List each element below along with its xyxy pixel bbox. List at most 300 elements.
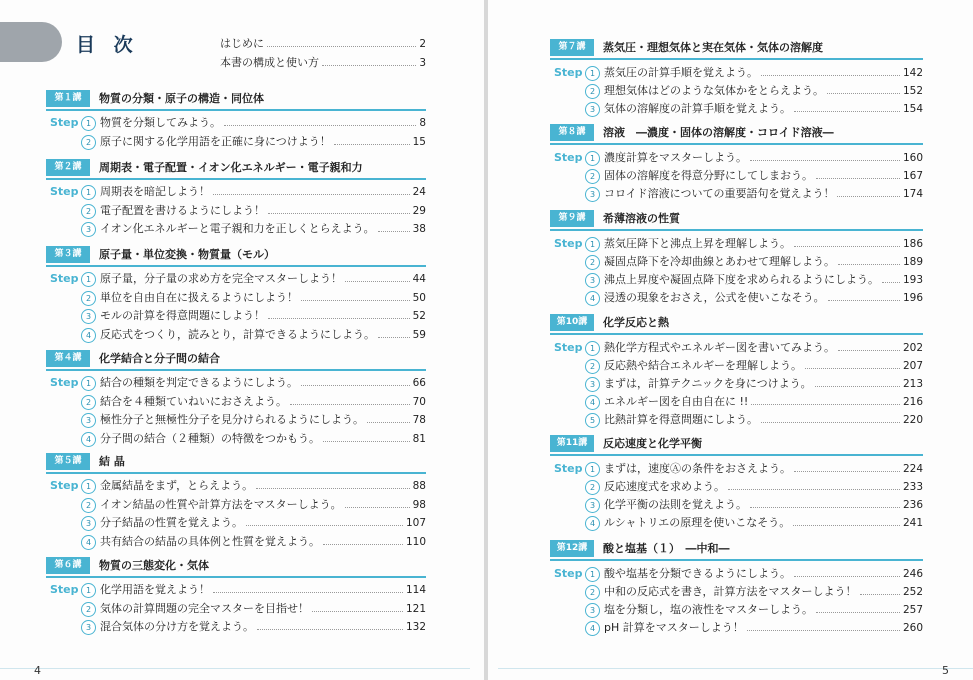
step-row[interactable] [554, 620, 923, 638]
step-label: Step [50, 376, 79, 389]
entry-text: ルシャトリエの原理を使いこなそう。 [604, 516, 791, 529]
toc-entry[interactable] [604, 497, 923, 513]
dot-leader [345, 507, 410, 508]
lesson-header [46, 244, 426, 267]
step-number-circle: 1 [81, 272, 96, 287]
lesson-badge: 第４講 [46, 350, 90, 367]
dot-leader [378, 231, 410, 232]
entry-page-number: 8 [419, 117, 426, 129]
step-label: Step [554, 237, 583, 250]
step-label: Step [50, 479, 79, 492]
entry-text: 蒸気圧の計算手順を覚えよう。 [604, 66, 758, 79]
entry-text: 反応熱や結合エネルギーを理解しよう。 [604, 359, 802, 372]
entry-page-number: 15 [412, 135, 426, 148]
step-number-circle: 3 [585, 377, 600, 392]
dot-leader [268, 213, 410, 214]
entry-text: はじめに [220, 37, 264, 50]
entry-page-number: 70 [412, 395, 426, 408]
step-row[interactable] [554, 461, 923, 479]
entry-page-number: 196 [902, 292, 923, 304]
dot-leader [750, 507, 900, 508]
dot-leader [837, 196, 900, 197]
step-row[interactable] [50, 515, 426, 533]
entry-page-number: 186 [902, 238, 923, 250]
lesson-underline [46, 109, 426, 111]
lesson-header [550, 208, 923, 231]
toc-entry[interactable] [100, 601, 426, 617]
entry-text: 蒸気圧降下と沸点上昇を理解しよう。 [604, 237, 791, 250]
dot-leader [751, 404, 900, 405]
entry-page-number: 66 [412, 377, 426, 389]
step-label: Step [554, 66, 583, 79]
step-row[interactable] [554, 290, 923, 308]
step-row[interactable] [50, 203, 426, 221]
lesson-title: 溶液 ―濃度・固体の溶解度・コロイド溶液― [603, 126, 834, 139]
toc-entry[interactable] [100, 619, 426, 635]
step-number-circle: 4 [585, 395, 600, 410]
lesson-underline [550, 454, 923, 456]
step-number-circle: 4 [81, 535, 96, 550]
entry-text: コロイド溶液についての重要語句を覚えよう！ [604, 187, 835, 200]
lesson-underline [46, 265, 426, 267]
entry-page-number: 202 [902, 342, 923, 354]
step-row[interactable] [554, 376, 923, 394]
entry-text: イオン結晶の性質や計算方法をマスターしよう。 [100, 497, 342, 511]
step-row[interactable] [554, 412, 923, 430]
dot-leader [793, 525, 900, 526]
entry-text: エネルギー図を自由自在に !! [604, 395, 749, 408]
step-row[interactable] [554, 394, 923, 412]
toc-entry[interactable] [604, 566, 923, 582]
entry-text: 物質を分類してみよう。 [100, 116, 221, 129]
lesson-badge: 第10講 [550, 314, 594, 331]
toc-entry[interactable] [604, 358, 923, 374]
lesson-underline [46, 472, 426, 474]
lesson-badge: 第11講 [550, 435, 594, 452]
dot-leader [323, 544, 403, 545]
lesson-underline [550, 143, 923, 145]
entry-text: 結合を４種類ていねいにおさえよう。 [100, 394, 287, 408]
dot-leader [838, 350, 900, 351]
toc-entry[interactable] [100, 478, 426, 494]
dot-leader [794, 111, 900, 112]
step-row[interactable] [50, 619, 426, 637]
step-row[interactable] [554, 479, 923, 497]
step-number-circle: 1 [585, 341, 600, 356]
toc-entry[interactable] [100, 290, 426, 306]
right-page [488, 0, 973, 680]
toc-entry[interactable] [100, 308, 426, 324]
entry-page-number: 220 [902, 414, 923, 426]
step-number-circle: 2 [81, 498, 96, 513]
toc-entry[interactable] [100, 534, 426, 550]
entry-text: 電子配置を書けるようにしよう！ [100, 203, 265, 217]
toc-entry[interactable] [220, 36, 426, 52]
entry-page-number: 132 [405, 621, 426, 633]
lesson-title: 反応速度と化学平衡 [603, 437, 702, 450]
step-row[interactable] [554, 566, 923, 584]
lesson-header [46, 348, 426, 371]
step-row[interactable] [50, 271, 426, 289]
toc-entry[interactable] [604, 254, 923, 270]
step-number-circle: 2 [585, 480, 600, 495]
toc-entry[interactable] [604, 620, 923, 636]
entry-page-number: 2 [419, 38, 426, 50]
entry-text: 気体の溶解度の計算手順を覚えよう。 [604, 102, 791, 115]
step-number-circle: 1 [585, 462, 600, 477]
entry-page-number: 142 [902, 67, 923, 79]
dot-leader [827, 93, 900, 94]
toc-entry[interactable] [100, 582, 426, 598]
step-row[interactable] [50, 478, 426, 496]
toc-entry[interactable] [604, 168, 923, 184]
dot-leader [761, 422, 900, 423]
dot-leader [794, 576, 900, 577]
entry-page-number: 174 [902, 188, 923, 200]
step-row[interactable] [50, 134, 426, 152]
entry-page-number: 207 [902, 360, 923, 372]
entry-page-number: 110 [405, 535, 426, 548]
entry-text: 濃度計算をマスターしよう。 [604, 151, 747, 164]
step-row[interactable] [554, 358, 923, 376]
step-number-circle: 2 [585, 585, 600, 600]
step-row[interactable] [50, 497, 426, 515]
lesson-title: 化学反応と熱 [603, 316, 669, 329]
step-number-circle: 2 [585, 359, 600, 374]
step-row[interactable] [50, 221, 426, 239]
lesson-header [550, 122, 923, 145]
step-row[interactable] [50, 431, 426, 449]
heading-tab-decoration [0, 22, 62, 62]
toc-entry[interactable] [604, 83, 923, 99]
step-row[interactable] [50, 375, 426, 393]
dot-leader [323, 441, 410, 442]
dot-leader [345, 281, 410, 282]
toc-entry[interactable] [604, 376, 923, 392]
toc-entry[interactable] [604, 272, 923, 288]
step-row[interactable] [554, 101, 923, 119]
entry-text: 原子に関する化学用語を正確に身につけよう！ [100, 134, 331, 148]
dot-leader [816, 612, 900, 613]
step-number-circle: 1 [585, 66, 600, 81]
step-number-circle: 1 [585, 567, 600, 582]
toc-entry[interactable] [100, 327, 426, 343]
dot-leader [750, 160, 900, 161]
lesson-header [550, 312, 923, 335]
step-number-circle: 4 [585, 621, 600, 636]
dot-leader [794, 471, 900, 472]
dot-leader [805, 368, 900, 369]
page-number-right: 5 [942, 664, 949, 677]
entry-page-number: 167 [902, 170, 923, 182]
entry-page-number: 107 [405, 517, 426, 529]
lesson-header [46, 451, 426, 474]
step-number-circle: 3 [81, 309, 96, 324]
lesson-title: 物質の三態変化・気体 [99, 559, 209, 572]
step-label: Step [554, 151, 583, 164]
toc-entry[interactable] [604, 515, 923, 531]
lesson-title: 化学結合と分子間の結合 [99, 352, 220, 365]
step-number-circle: 2 [585, 169, 600, 184]
dot-leader [378, 337, 410, 338]
entry-text: 原子量，分子量の求め方を完全マスターしよう！ [100, 272, 342, 285]
contents-heading: 目 次 [76, 34, 139, 56]
step-number-circle: 3 [81, 413, 96, 428]
entry-text: 周期表を暗記しよう！ [100, 185, 210, 198]
dot-leader [301, 385, 410, 386]
entry-page-number: 3 [419, 57, 426, 69]
entry-text: 凝固点降下を冷却曲線とあわせて理解しよう。 [604, 255, 835, 268]
step-number-circle: 1 [81, 185, 96, 200]
entry-text: まずは，速度Ⓐの条件をおさえよう。 [604, 462, 791, 475]
left-page [0, 0, 484, 680]
step-number-circle: 5 [585, 413, 600, 428]
step-number-circle: 3 [585, 498, 600, 513]
dot-leader [267, 46, 416, 47]
toc-entry[interactable] [604, 340, 923, 356]
dot-leader [367, 422, 410, 423]
toc-entry[interactable] [100, 271, 426, 287]
lesson-badge: 第１講 [46, 90, 90, 107]
dot-leader [301, 300, 410, 301]
lesson-title: 周期表・電子配置・イオン化エネルギー・電子親和力 [99, 161, 363, 174]
lesson-title: 原子量・単位変換・物質量（モル） [99, 248, 275, 261]
lesson-header [550, 37, 923, 60]
step-row[interactable] [554, 340, 923, 358]
lesson-underline [46, 369, 426, 371]
step-number-circle: 4 [81, 432, 96, 447]
step-label: Step [50, 116, 79, 129]
lesson-header [550, 433, 923, 456]
step-row[interactable] [554, 168, 923, 186]
entry-text: 単位を自由自在に扱えるようにしよう！ [100, 290, 298, 304]
toc-entry[interactable] [100, 515, 426, 531]
entry-page-number: 152 [902, 85, 923, 97]
lesson-title: 物質の分類・原子の構造・同位体 [99, 92, 264, 105]
toc-entry[interactable] [604, 101, 923, 117]
entry-page-number: 81 [412, 432, 426, 445]
step-row[interactable] [50, 184, 426, 202]
entry-page-number: 78 [412, 414, 426, 426]
step-number-circle: 3 [81, 620, 96, 635]
toc-entry[interactable] [604, 602, 923, 618]
entry-page-number: 252 [902, 586, 923, 598]
entry-page-number: 236 [902, 499, 923, 511]
dot-leader [747, 630, 900, 631]
step-row[interactable] [554, 272, 923, 290]
step-number-circle: 1 [81, 376, 96, 391]
toc-entry[interactable] [604, 461, 923, 477]
dot-leader [815, 386, 900, 387]
step-number-circle: 3 [81, 516, 96, 531]
step-row[interactable] [50, 327, 426, 345]
step-row[interactable] [50, 601, 426, 619]
entry-page-number: 121 [405, 602, 426, 615]
dot-leader [728, 489, 900, 490]
toc-entry[interactable] [604, 236, 923, 252]
toc-entry[interactable] [604, 479, 923, 495]
lesson-header [46, 88, 426, 111]
toc-entry[interactable] [100, 221, 426, 237]
entry-page-number: 29 [412, 204, 426, 217]
dot-leader [256, 488, 410, 489]
step-number-circle: 3 [585, 273, 600, 288]
entry-page-number: 154 [902, 103, 923, 115]
step-number-circle: 2 [81, 395, 96, 410]
step-number-circle: 4 [81, 328, 96, 343]
entry-text: モルの計算を得意問題にしよう！ [100, 309, 265, 322]
lesson-badge: 第８講 [550, 124, 594, 141]
entry-page-number: 114 [405, 584, 426, 596]
step-number-circle: 1 [585, 237, 600, 252]
step-number-circle: 2 [81, 291, 96, 306]
toc-entry[interactable] [100, 375, 426, 391]
footer-rule [498, 668, 973, 669]
dot-leader [268, 318, 410, 319]
dot-leader [213, 592, 403, 593]
step-number-circle: 4 [585, 516, 600, 531]
lesson-underline [550, 559, 923, 561]
dot-leader [246, 525, 403, 526]
step-row[interactable] [554, 83, 923, 101]
step-number-circle: 2 [585, 84, 600, 99]
toc-entry[interactable] [100, 394, 426, 410]
toc-entry[interactable] [604, 186, 923, 202]
entry-page-number: 24 [412, 186, 426, 198]
step-number-circle: 2 [81, 602, 96, 617]
toc-entry[interactable] [604, 584, 923, 600]
toc-entry[interactable] [604, 150, 923, 166]
entry-page-number: 241 [902, 517, 923, 529]
entry-page-number: 224 [902, 463, 923, 475]
dot-leader [334, 144, 410, 145]
dot-leader [322, 65, 416, 66]
entry-page-number: 216 [902, 396, 923, 408]
entry-text: 本書の構成と使い方 [220, 56, 319, 69]
toc-entry[interactable] [604, 394, 923, 410]
lesson-title: 希薄溶液の性質 [603, 212, 680, 225]
page-number-left: 4 [34, 664, 41, 677]
dot-leader [794, 246, 900, 247]
step-number-circle: 3 [81, 222, 96, 237]
lesson-underline [46, 576, 426, 578]
lesson-header [46, 555, 426, 578]
lesson-underline [550, 333, 923, 335]
step-row[interactable] [50, 582, 426, 600]
step-label: Step [554, 341, 583, 354]
entry-text: まずは，計算テクニックを身につけよう。 [604, 377, 812, 390]
entry-page-number: 88 [412, 480, 426, 492]
step-row[interactable] [554, 515, 923, 533]
lesson-underline [550, 58, 923, 60]
toc-entry[interactable] [100, 497, 426, 513]
step-row[interactable] [50, 290, 426, 308]
step-number-circle: 1 [81, 583, 96, 598]
toc-entry[interactable] [604, 412, 923, 428]
entry-page-number: 260 [902, 622, 923, 634]
entry-text: 反応式をつくり，読みとり，計算できるようにしよう。 [100, 327, 375, 341]
entry-page-number: 52 [412, 310, 426, 322]
entry-text: 分子間の結合（２種類）の特徴をつかもう。 [100, 431, 320, 445]
toc-entry[interactable] [220, 55, 426, 71]
step-row[interactable] [554, 65, 923, 83]
step-row[interactable] [50, 308, 426, 326]
step-label: Step [50, 272, 79, 285]
toc-entry[interactable] [604, 65, 923, 81]
step-label: Step [50, 185, 79, 198]
entry-page-number: 193 [902, 274, 923, 286]
entry-page-number: 98 [412, 498, 426, 511]
dot-leader [213, 194, 410, 195]
lesson-underline [46, 178, 426, 180]
step-row[interactable] [50, 534, 426, 552]
step-number-circle: 4 [585, 291, 600, 306]
step-number-circle: 1 [81, 479, 96, 494]
entry-page-number: 233 [902, 481, 923, 493]
step-number-circle: 1 [585, 151, 600, 166]
lesson-title: 酸と塩基（１） ―中和― [603, 542, 730, 555]
entry-text: 分子結晶の性質を覚えよう。 [100, 516, 243, 529]
dot-leader [860, 594, 900, 595]
lesson-badge: 第７講 [550, 39, 594, 56]
entry-page-number: 59 [412, 328, 426, 341]
lesson-badge: 第６講 [46, 557, 90, 574]
step-number-circle: 2 [81, 135, 96, 150]
step-row[interactable] [50, 412, 426, 430]
toc-entry[interactable] [100, 115, 426, 131]
step-number-circle: 2 [585, 255, 600, 270]
lesson-header [550, 538, 923, 561]
toc-entry[interactable] [604, 290, 923, 306]
lesson-badge: 第２講 [46, 159, 90, 176]
entry-page-number: 44 [412, 273, 426, 285]
entry-text: 金属結晶をまず，とらえよう。 [100, 479, 254, 492]
entry-text: 共有結合の結晶の具体例と性質を覚えよう。 [100, 534, 320, 548]
lesson-underline [550, 229, 923, 231]
entry-text: 反応速度式を求めよう。 [604, 480, 725, 493]
step-row[interactable] [554, 254, 923, 272]
step-row[interactable] [554, 584, 923, 602]
entry-page-number: 246 [902, 568, 923, 580]
toc-entry[interactable] [100, 134, 426, 150]
step-row[interactable] [554, 497, 923, 515]
step-number-circle: 1 [81, 116, 96, 131]
toc-entry[interactable] [100, 431, 426, 447]
entry-text: 化学平衡の法則を覚えよう。 [604, 498, 747, 511]
toc-entry[interactable] [100, 203, 426, 219]
step-row[interactable] [50, 394, 426, 412]
lesson-badge: 第５講 [46, 453, 90, 470]
entry-page-number: 50 [412, 291, 426, 304]
step-row[interactable] [554, 150, 923, 168]
entry-page-number: 38 [412, 223, 426, 235]
step-row[interactable] [50, 115, 426, 133]
step-row[interactable] [554, 236, 923, 254]
step-number-circle: 3 [585, 102, 600, 117]
toc-entry[interactable] [100, 184, 426, 200]
entry-page-number: 213 [902, 378, 923, 390]
entry-text: 比熱計算を得意問題にしよう。 [604, 413, 758, 426]
step-row[interactable] [554, 186, 923, 204]
dot-leader [290, 404, 410, 405]
lesson-header [46, 157, 426, 180]
entry-text: 塩を分類し，塩の液性をマスターしよう。 [604, 603, 813, 616]
step-number-circle: 2 [81, 204, 96, 219]
step-row[interactable] [554, 602, 923, 620]
entry-text: 中和の反応式を書き，計算方法をマスターしよう！ [604, 585, 857, 598]
lesson-badge: 第９講 [550, 210, 594, 227]
toc-entry[interactable] [100, 412, 426, 428]
